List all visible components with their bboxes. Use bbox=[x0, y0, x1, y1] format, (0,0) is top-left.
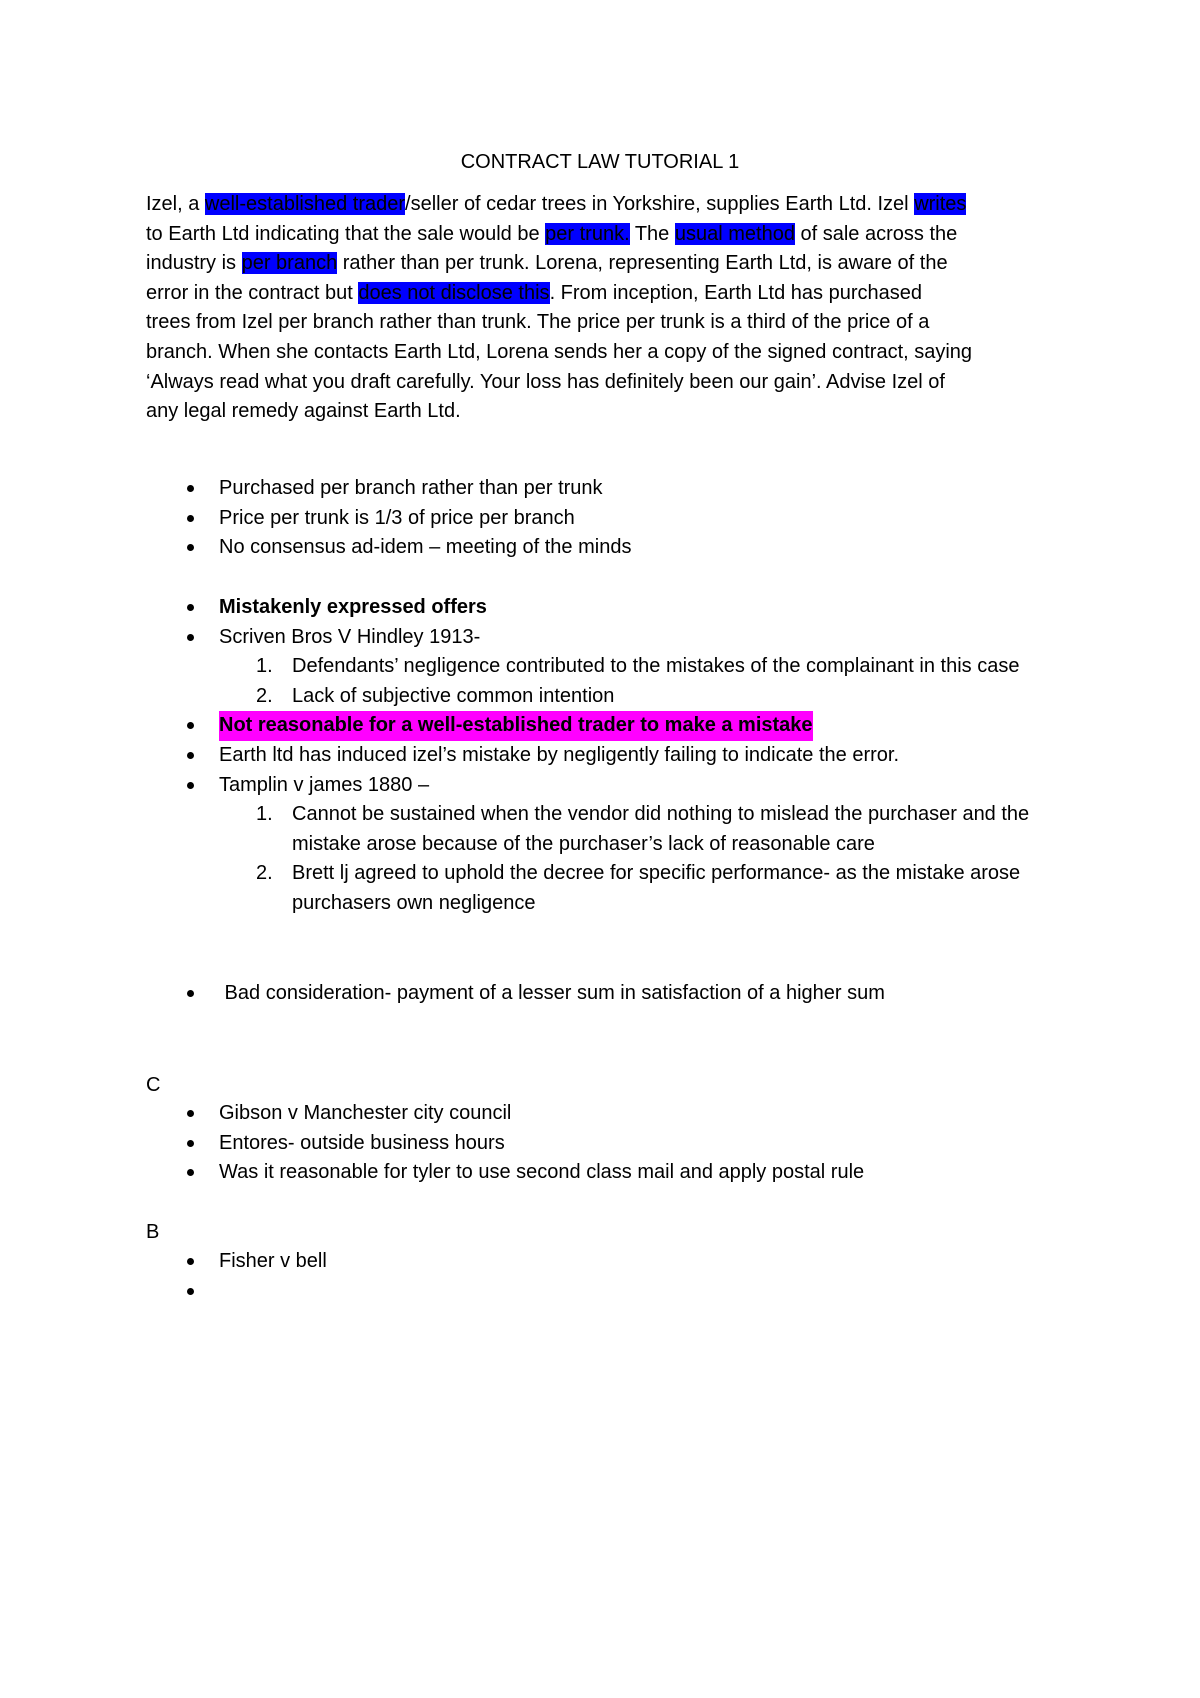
bullet-list bbox=[0, 474, 1200, 563]
text-run: The bbox=[629, 222, 675, 245]
list-item bbox=[0, 979, 1200, 1009]
bullet-list bbox=[0, 1099, 1200, 1188]
text-run: . From inception, Earth Ltd has purchased bbox=[549, 281, 922, 304]
list-item-text: Tamplin v james 1880 – bbox=[219, 773, 430, 796]
list-item bbox=[0, 1099, 1200, 1129]
bullet-list bbox=[0, 593, 1200, 919]
list-item-text: No consensus ad-idem – meeting of the minds bbox=[219, 536, 632, 559]
item-number: 2. bbox=[256, 862, 273, 885]
text-run: Izel, a bbox=[146, 193, 205, 215]
list-item bbox=[0, 504, 1200, 534]
text-run: industry is bbox=[146, 252, 242, 275]
paragraph-line bbox=[146, 190, 1066, 220]
list-item-text: Price per trunk is 1/3 of price per branch bbox=[219, 506, 575, 529]
text-run: to Earth Ltd indicating that the sale would be bbox=[146, 222, 546, 245]
numbered-item-text: Cannot be sustained when the vendor did nothing to mislead the purchaser and the mistake arose because of the purchaser’s lack of reasonable care bbox=[292, 803, 1030, 855]
numbered-item bbox=[0, 800, 1200, 859]
numbered-item bbox=[0, 859, 1200, 918]
list-item-text: Mistakenly expressed offers bbox=[219, 596, 487, 618]
item-number: 2. bbox=[256, 684, 273, 707]
text-run: error in the contract but bbox=[146, 281, 359, 304]
list-item bbox=[0, 593, 1200, 623]
paragraph-line bbox=[146, 279, 1066, 309]
item-number: 1. bbox=[256, 655, 273, 678]
list-item-text-highlighted: Not reasonable for a well-established trader to make a mistake bbox=[219, 711, 813, 741]
item-number: 1. bbox=[256, 803, 273, 826]
bullet-list bbox=[0, 979, 1200, 1009]
paragraph-line bbox=[146, 220, 1066, 250]
highlight-blue: usual method bbox=[674, 222, 795, 245]
list-item-text: Gibson v Manchester city council bbox=[219, 1102, 512, 1124]
highlight-blue: per trunk. bbox=[545, 222, 630, 245]
list-item bbox=[0, 1247, 1200, 1277]
numbered-item bbox=[0, 682, 1200, 712]
bullet-list bbox=[0, 1247, 1200, 1306]
highlight-blue: writes bbox=[914, 193, 967, 215]
highlight-blue: does not disclose this bbox=[358, 281, 550, 304]
list-item-text: Bad consideration- payment of a lesser sum in satisfaction of a higher sum bbox=[219, 982, 885, 1004]
list-item bbox=[0, 1277, 1200, 1307]
section-letter-b: B bbox=[146, 1221, 160, 1243]
section-letter-c: C bbox=[146, 1074, 161, 1096]
list-item bbox=[0, 1158, 1200, 1188]
numbered-item-text: Lack of subjective common intention bbox=[292, 684, 615, 707]
text-run: of sale across the bbox=[794, 222, 958, 245]
list-item-text: Was it reasonable for tyler to use second class mail and apply postal rule bbox=[219, 1161, 865, 1184]
paragraph-line: ‘Always read what you draft carefully. Your loss has definitely been our gain’. Advise Izel of bbox=[146, 370, 945, 393]
list-item bbox=[0, 1129, 1200, 1159]
text-run: /seller of cedar trees in Yorkshire, supplies Earth Ltd. Izel bbox=[405, 193, 915, 215]
list-item-text: Scriven Bros V Hindley 1913- bbox=[219, 625, 481, 648]
list-item-text: Purchased per branch rather than per trunk bbox=[219, 477, 603, 499]
paragraph-line bbox=[146, 249, 1066, 279]
list-item bbox=[0, 741, 1200, 771]
list-item bbox=[0, 771, 1200, 801]
highlight-blue: well-established trader bbox=[204, 193, 406, 215]
list-item bbox=[0, 533, 1200, 563]
list-item bbox=[0, 474, 1200, 504]
numbered-item-text: Defendants’ negligence contributed to the mistakes of the complainant in this case bbox=[292, 655, 1020, 678]
problem-paragraph bbox=[146, 190, 1066, 427]
numbered-item bbox=[0, 652, 1200, 682]
numbered-item-text: Brett lj agreed to uphold the decree for specific performance- as the mistake arose purchasers own negligence bbox=[292, 862, 1021, 914]
text-run: rather than per trunk. Lorena, representing Earth Ltd, is aware of the bbox=[337, 252, 948, 275]
paragraph-line: any legal remedy against Earth Ltd. bbox=[146, 400, 461, 423]
paragraph-line: trees from Izel per branch rather than trunk. The price per trunk is a third of the price of a bbox=[146, 311, 930, 334]
document-title: CONTRACT LAW TUTORIAL 1 bbox=[460, 151, 740, 173]
list-item bbox=[0, 711, 1200, 741]
list-item-text: Fisher v bell bbox=[219, 1250, 327, 1272]
highlight-blue: per branch bbox=[241, 252, 338, 275]
list-item-text: Earth ltd has induced izel’s mistake by negligently failing to indicate the error. bbox=[219, 743, 900, 766]
list-item-text: Entores- outside business hours bbox=[219, 1131, 505, 1154]
paragraph-line: branch. When she contacts Earth Ltd, Lorena sends her a copy of the signed contract, saying bbox=[146, 340, 973, 363]
list-item bbox=[0, 623, 1200, 653]
